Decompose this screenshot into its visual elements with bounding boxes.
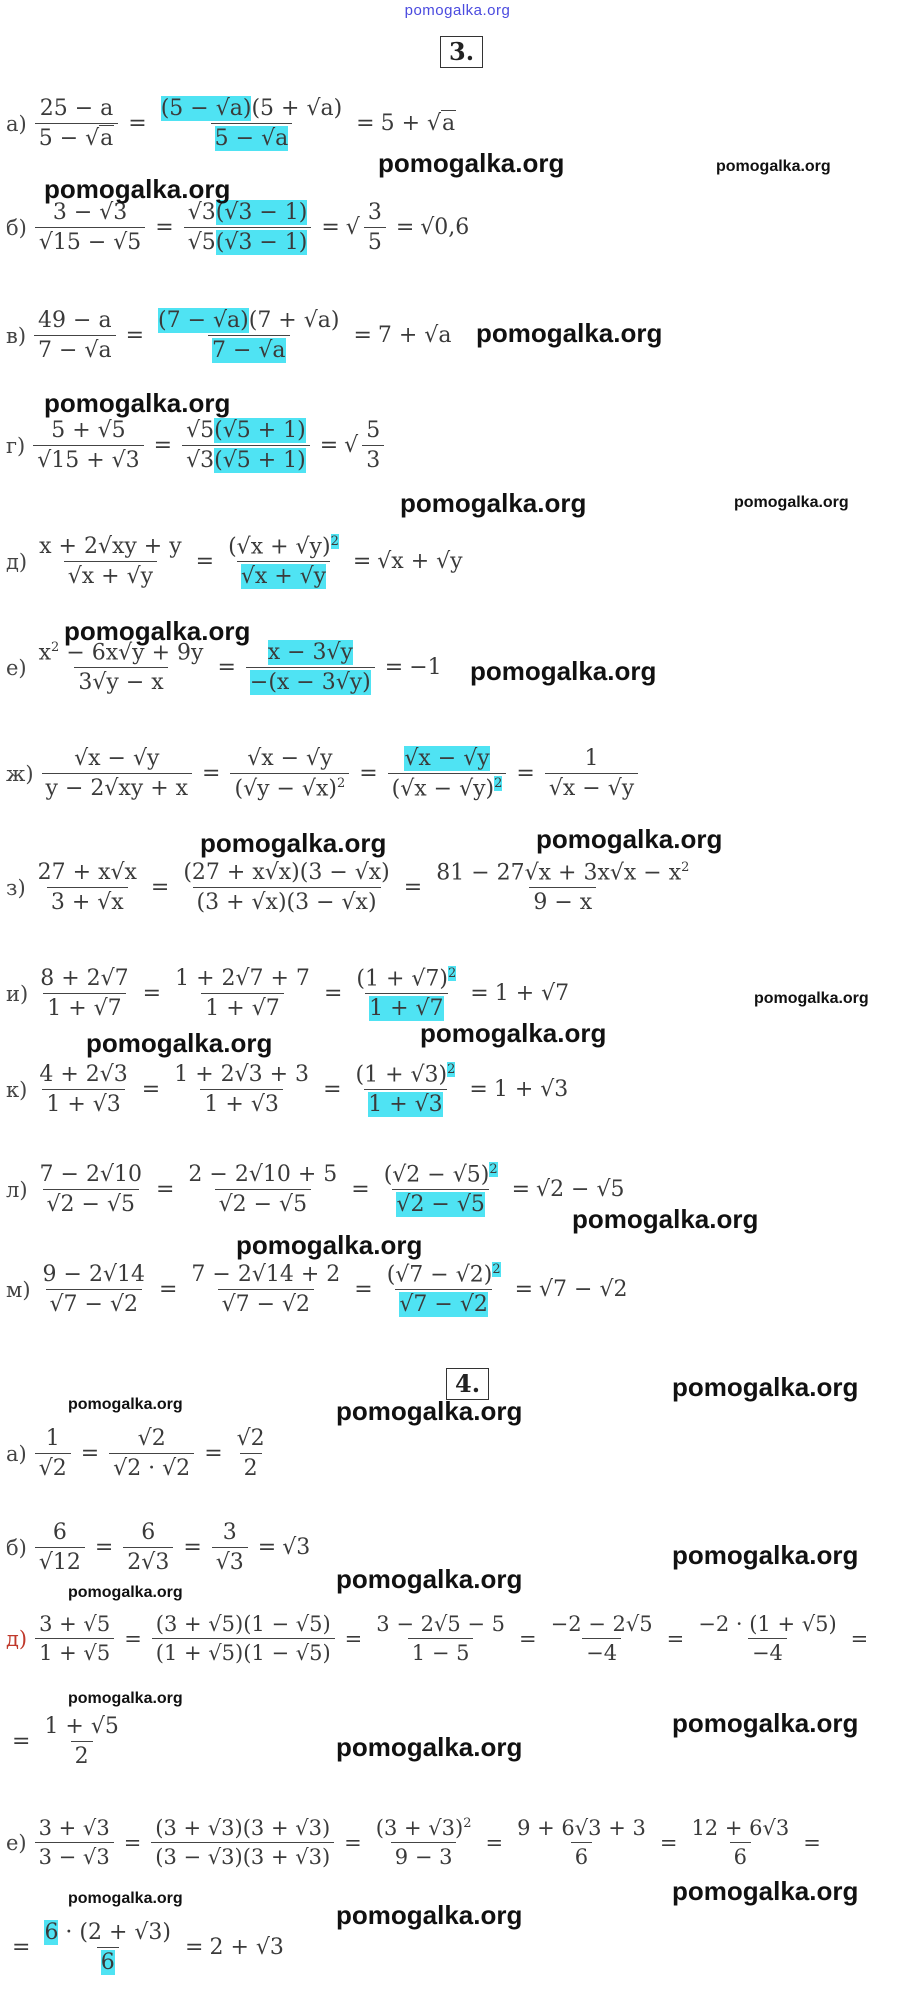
row-label: г) <box>6 433 26 458</box>
watermark: pomogalka.org <box>470 656 657 686</box>
task3-row-m: м) $\frac{9 - 2√14}{√7 - √2}$ = $\frac{7 - 2√14 + 2}{√7 - √2}$ = $\frac{(√7 - √2)^2}{√7 - √2}$ = √7 − √2 <box>6 1262 628 1318</box>
task4-row-d-cont: = $\frac{1 + √5}{2}$ <box>12 1714 119 1769</box>
watermark: pomogalka.org <box>336 1732 523 1762</box>
task3-row-l: л) $\frac{7 - 2√10}{√2 - √5}$ = $\frac{2 - 2√10 + 5}{√2 - √5}$ = $\frac{(√2 - √5)^2}{√2 - √5}$ = √2 − √5 <box>6 1162 625 1218</box>
task3-row-e: е) $\frac{x^2 - 6x√y + 9y}{3√y - x}$ = $\frac{x - 3√y}{-(x - 3√y)}$ = −1 <box>6 640 442 696</box>
watermark: pomogalka.org <box>672 1708 859 1738</box>
watermark: pomogalka.org <box>672 1372 859 1402</box>
task4-row-a: а) $\frac{1}{√2}$ = $\frac{√2}{√2 \cdot √2}$ = $\frac{√2}{2}$ <box>6 1426 265 1481</box>
watermark: pomogalka.org <box>68 1890 183 1907</box>
watermark: pomogalka.org <box>336 1396 523 1426</box>
task-number-3: 3. <box>440 36 483 68</box>
task4-row-b: б) $\frac{6}{√12}$ = $\frac{6}{2√3}$ = $\frac{3}{√3}$ = √3 <box>6 1520 311 1575</box>
top-watermark: pomogalka.org <box>404 2 511 19</box>
watermark: pomogalka.org <box>378 148 565 178</box>
watermark: pomogalka.org <box>420 1018 607 1048</box>
watermark: pomogalka.org <box>200 828 387 858</box>
row-label: а) <box>6 1441 27 1466</box>
row-label: б) <box>6 215 27 240</box>
watermark: pomogalka.org <box>336 1900 523 1930</box>
watermark: pomogalka.org <box>68 1584 183 1601</box>
watermark: pomogalka.org <box>44 388 231 418</box>
task3-row-z: з) $\frac{27 + x√x}{3 + √x}$ = $\frac{(27 + x√x)(3 - √x)}{(3 + √x)(3 - √x)}$ = $\frac{81 - 27√x + 3x√x - x^2}{9 - x}$ <box>6 860 690 916</box>
watermark: pomogalka.org <box>68 1396 183 1413</box>
row-label: д) <box>6 549 28 574</box>
row-label: ж) <box>6 761 34 786</box>
watermark: pomogalka.org <box>400 488 587 518</box>
row-label: к) <box>6 1077 28 1102</box>
watermark: pomogalka.org <box>336 1564 523 1594</box>
watermark: pomogalka.org <box>64 616 251 646</box>
task3-row-v: в) $\frac{49 - a}{7 - √a}$ = $\frac{(7 - √a)(7 + √a)}{7 - √a}$ = 7 + √a <box>6 308 452 363</box>
row-label: и) <box>6 981 29 1006</box>
task3-row-zh: ж) $\frac{√x - √y}{y - 2√xy + x}$ = $\frac{√x - √y}{(√y - √x)^2}$ = $\frac{√x - √y}{(√x - √y)^2}$ = $\frac{1}{√x - √y}$ <box>6 746 642 801</box>
row-label: е) <box>6 1830 27 1855</box>
task3-row-d: д) $\frac{x + 2√xy + y}{√x + √y}$ = $\frac{(√x + √y)^2}{√x + √y}$ = √x + √y <box>6 534 463 590</box>
watermark: pomogalka.org <box>672 1876 859 1906</box>
row-label: а) <box>6 111 27 136</box>
watermark: pomogalka.org <box>536 824 723 854</box>
row-label: в) <box>6 323 27 348</box>
watermark: pomogalka.org <box>672 1540 859 1570</box>
task-number-4: 4. <box>446 1368 489 1400</box>
task3-row-i: и) $\frac{8 + 2√7}{1 + √7}$ = $\frac{1 + 2√7 + 7}{1 + √7}$ = $\frac{(1 + √7)^2}{1 + √7}$ = 1 + √7 <box>6 966 570 1022</box>
task4-row-e: е) $\frac{3 + √3}{3 - √3}$ = $\frac{(3 + √3)(3 + √3)}{(3 - √3)(3 + √3)}$ = $\frac{(3 + √3)^2}{9 - 3}$ = $\frac{9 + 6√3 + 3}{6}$ = $\frac{12 + 6√3}{6}$ = <box>6 1816 821 1869</box>
task3-row-b: б) $\frac{3 - √3}{√15 - √5}$ = $\frac{√3(√3 - 1)}{√5(√3 - 1)}$ = √ $\frac{3}{5}$ = √0,6 <box>6 200 470 255</box>
watermark: pomogalka.org <box>44 174 231 204</box>
watermark: pomogalka.org <box>86 1028 273 1058</box>
watermark: pomogalka.org <box>734 494 849 511</box>
watermark: pomogalka.org <box>476 318 663 348</box>
row-label: е) <box>6 655 27 680</box>
row-label: б) <box>6 1535 27 1560</box>
row-label: л) <box>6 1177 28 1202</box>
watermark: pomogalka.org <box>754 990 869 1007</box>
task4-row-d: д) $\frac{3 + √5}{1 + √5}$ = $\frac{(3 + √5)(1 - √5)}{(1 + √5)(1 - √5)}$ = $\frac{3 - 2√5 - 5}{1 - 5}$ = $\frac{-2 - 2√5}{-4}$ = $\frac{-2 \cdot (1 + √5)}{-4}$ = <box>6 1612 869 1665</box>
task3-row-k: к) $\frac{4 + 2√3}{1 + √3}$ = $\frac{1 + 2√3 + 3}{1 + √3}$ = $\frac{(1 + √3)^2}{1 + √3}$ = 1 + √3 <box>6 1062 569 1118</box>
watermark: pomogalka.org <box>716 158 831 175</box>
watermark: pomogalka.org <box>572 1204 759 1234</box>
watermark: pomogalka.org <box>68 1690 183 1707</box>
task3-row-g: г) $\frac{5 + √5}{√15 + √3}$ = $\frac{√5(√5 + 1)}{√3(√5 + 1)}$ = √ $\frac{5}{3}$ <box>6 418 388 473</box>
row-label: д) <box>6 1626 28 1651</box>
watermark: pomogalka.org <box>236 1230 423 1260</box>
row-label: з) <box>6 875 26 900</box>
row-label: м) <box>6 1277 31 1302</box>
task3-row-a: а) $\frac{25 - a}{5 - √a}$ = $\frac{(5 - √a)(5 + √a)}{5 - √a}$ = 5 + √a <box>6 96 456 151</box>
task4-row-e-cont: = $\frac{6 \cdot (2 + √3)}{6}$ = 2 + √3 <box>12 1920 284 1975</box>
